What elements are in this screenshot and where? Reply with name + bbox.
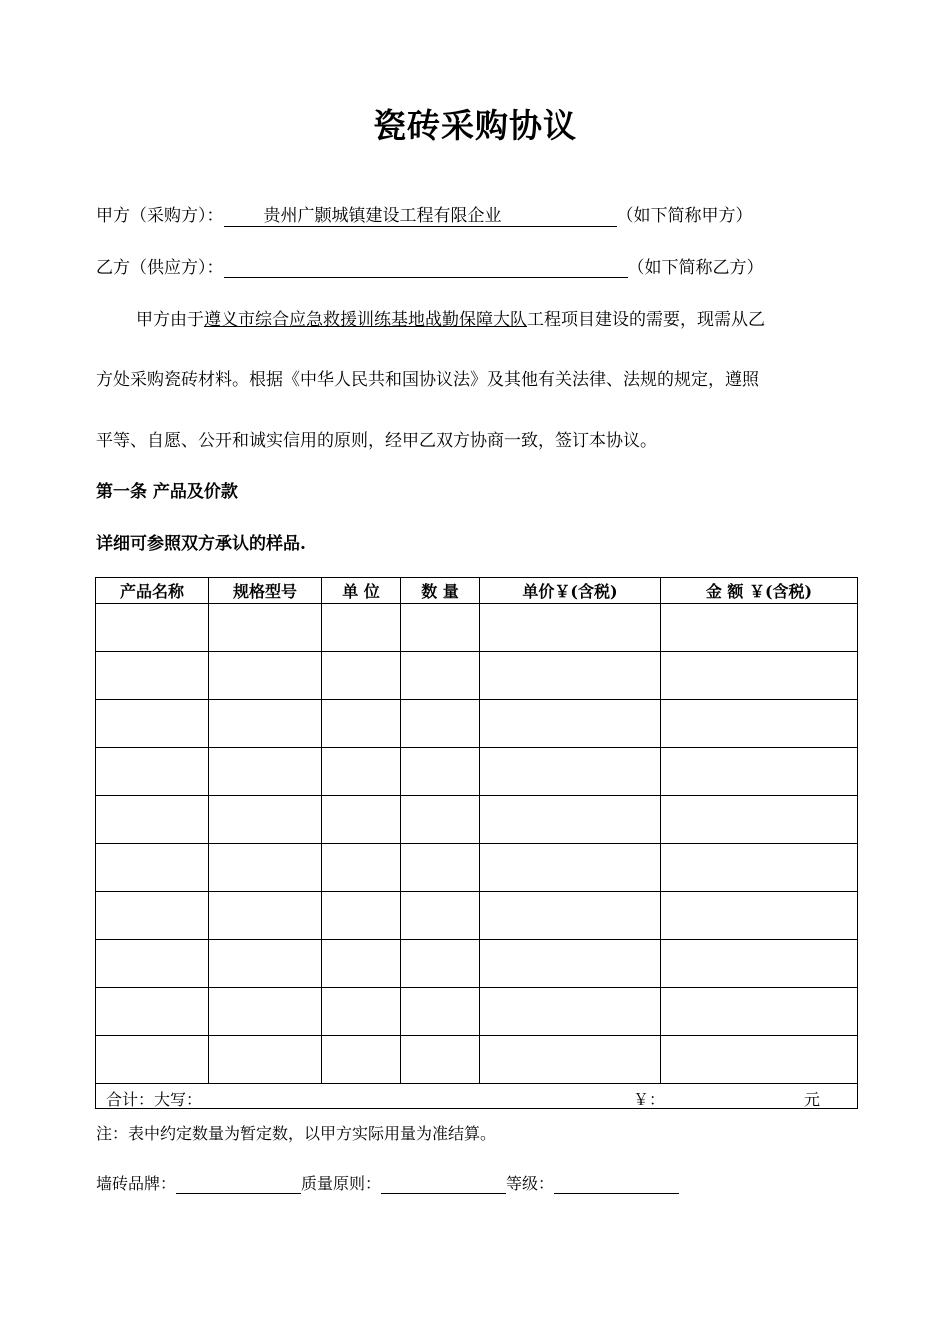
header-product-name: 产品名称 — [96, 578, 209, 604]
table-cell[interactable] — [401, 940, 480, 988]
table-cell[interactable] — [96, 748, 209, 796]
table-cell[interactable] — [661, 892, 858, 940]
table-cell[interactable] — [661, 748, 858, 796]
intro-line-1 — [136, 305, 765, 330]
table-cell[interactable] — [480, 796, 661, 844]
table-cell[interactable] — [480, 748, 661, 796]
table-row — [96, 796, 858, 844]
intro-prefix: 甲方由于 — [136, 310, 204, 330]
table-row — [96, 748, 858, 796]
table-cell[interactable] — [661, 844, 858, 892]
table-cell[interactable] — [209, 892, 322, 940]
table-cell[interactable] — [209, 652, 322, 700]
table-cell[interactable] — [401, 892, 480, 940]
table-cell[interactable] — [480, 652, 661, 700]
table-cell[interactable] — [480, 844, 661, 892]
table-cell[interactable] — [96, 796, 209, 844]
table-cell[interactable] — [96, 988, 209, 1036]
table-cell[interactable] — [480, 892, 661, 940]
table-cell[interactable] — [322, 796, 401, 844]
table-header-row — [96, 578, 858, 604]
table-cell[interactable] — [661, 940, 858, 988]
table-cell[interactable] — [322, 652, 401, 700]
table-cell[interactable] — [401, 844, 480, 892]
table-cell[interactable] — [322, 892, 401, 940]
header-unit: 单 位 — [322, 578, 401, 604]
table-row — [96, 700, 858, 748]
table-cell[interactable] — [480, 700, 661, 748]
header-unit-price: 单价￥(含税) — [480, 578, 661, 604]
project-name: 遵义市综合应急救援训练基地战勤保障大队 — [204, 310, 527, 330]
table-cell[interactable] — [401, 1036, 480, 1084]
table-cell[interactable] — [661, 1036, 858, 1084]
party-b-line — [96, 253, 764, 278]
table-cell[interactable] — [96, 940, 209, 988]
table-cell[interactable] — [96, 844, 209, 892]
table-cell[interactable] — [401, 652, 480, 700]
header-spec-model: 规格型号 — [209, 578, 322, 604]
table-row — [96, 940, 858, 988]
table-cell[interactable] — [96, 652, 209, 700]
table-cell[interactable] — [96, 892, 209, 940]
party-a-label: 甲方（采购方）： — [96, 206, 224, 226]
table-row — [96, 844, 858, 892]
table-cell[interactable] — [401, 988, 480, 1036]
fields-line — [96, 1171, 679, 1194]
product-table — [95, 577, 858, 1109]
table-cell[interactable] — [96, 604, 209, 652]
table-cell[interactable] — [661, 604, 858, 652]
party-b-label: 乙方（供应方）： — [96, 258, 224, 278]
table-cell[interactable] — [96, 1036, 209, 1084]
table-cell[interactable] — [322, 700, 401, 748]
table-cell[interactable] — [661, 700, 858, 748]
table-cell[interactable] — [322, 748, 401, 796]
quality-label: 质量原则： — [301, 1174, 382, 1193]
table-cell[interactable] — [661, 652, 858, 700]
article-1-subheading: 详细可参照双方承认的样品. — [96, 534, 306, 554]
brand-input-line[interactable] — [176, 1175, 301, 1194]
table-cell[interactable] — [401, 748, 480, 796]
intro-suffix: 工程项目建设的需要，现需从乙 — [527, 310, 765, 330]
table-row — [96, 988, 858, 1036]
table-cell[interactable] — [209, 988, 322, 1036]
party-a-value-underline — [224, 201, 617, 227]
article-1-heading: 第一条 产品及价款 — [96, 482, 238, 502]
table-cell[interactable] — [401, 604, 480, 652]
grade-input-line[interactable] — [554, 1175, 679, 1194]
party-a-line — [96, 201, 753, 227]
table-cell[interactable] — [322, 844, 401, 892]
table-cell[interactable] — [209, 604, 322, 652]
table-cell[interactable] — [322, 1036, 401, 1084]
table-cell[interactable] — [322, 988, 401, 1036]
table-cell[interactable] — [401, 700, 480, 748]
total-row — [96, 1084, 858, 1109]
total-yen-label: ￥： — [633, 1090, 666, 1109]
party-b-value-underline — [224, 257, 628, 278]
quality-input-line[interactable] — [381, 1175, 506, 1194]
brand-label: 墙砖品牌： — [96, 1174, 177, 1193]
table-cell[interactable] — [209, 1036, 322, 1084]
table-cell[interactable] — [209, 796, 322, 844]
table-cell[interactable] — [322, 604, 401, 652]
intro-line-2: 方处采购瓷砖材料。根据《中华人民共和国协议法》及其他有关法律、法规的规定，遵照 — [96, 370, 759, 390]
table-cell[interactable] — [480, 604, 661, 652]
table-cell[interactable] — [209, 700, 322, 748]
table-cell[interactable] — [480, 940, 661, 988]
header-amount: 金 额 ￥(含税) — [661, 578, 858, 604]
party-a-suffix: （如下简称甲方） — [616, 206, 753, 226]
total-label: 合计：大写： — [106, 1090, 203, 1109]
grade-label: 等级： — [506, 1174, 555, 1193]
total-unit: 元 — [804, 1090, 821, 1109]
table-cell[interactable] — [661, 988, 858, 1036]
table-row — [96, 892, 858, 940]
document-title: 瓷砖采购协议 — [373, 106, 577, 145]
table-cell[interactable] — [209, 748, 322, 796]
table-cell[interactable] — [661, 796, 858, 844]
table-cell[interactable] — [322, 940, 401, 988]
table-cell[interactable] — [209, 940, 322, 988]
intro-line-3: 平等、自愿、公开和诚实信用的原则，经甲乙双方协商一致，签订本协议。 — [96, 431, 657, 451]
table-row — [96, 652, 858, 700]
header-quantity: 数 量 — [401, 578, 480, 604]
table-cell[interactable] — [401, 796, 480, 844]
party-a-value: 贵州广颢城镇建设工程有限企业 — [263, 206, 502, 226]
table-cell[interactable] — [96, 700, 209, 748]
table-cell[interactable] — [480, 1036, 661, 1084]
table-note: 注：表中约定数量为暂定数，以甲方实际用量为准结算。 — [96, 1124, 497, 1143]
table-row — [96, 604, 858, 652]
table-row — [96, 1036, 858, 1084]
table-cell[interactable] — [209, 844, 322, 892]
party-b-suffix: （如下简称乙方） — [627, 258, 764, 278]
table-cell[interactable] — [480, 988, 661, 1036]
